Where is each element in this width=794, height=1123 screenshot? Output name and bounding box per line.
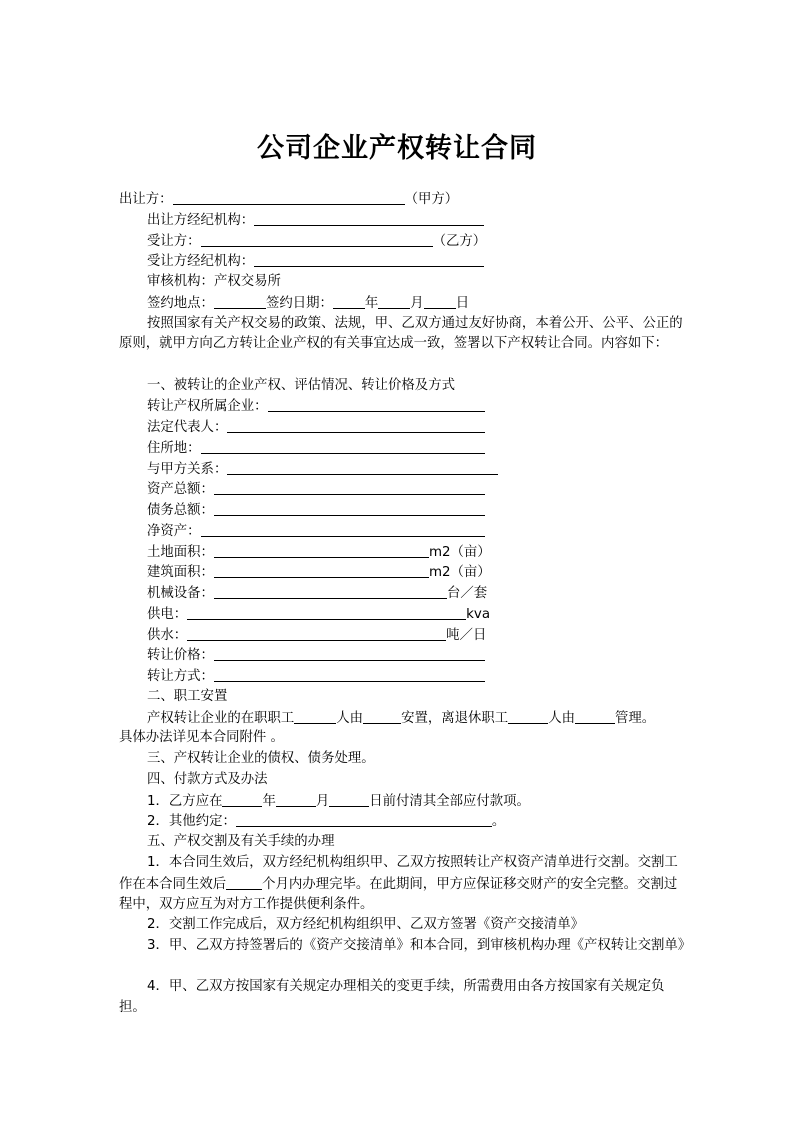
buyer-blank[interactable] — [201, 231, 433, 247]
field-enterprise-blank[interactable] — [268, 396, 485, 412]
seller-party-tag: （甲方） — [404, 192, 459, 207]
other-terms-label: 2．其他约定： — [147, 814, 236, 830]
field-legal-rep-blank[interactable] — [227, 417, 485, 433]
seller-agent-label: 出让方经纪机构： — [147, 212, 255, 228]
audit-line: 审核机构：产权交易所 — [147, 274, 281, 289]
field-method-label: 转让方式： — [147, 669, 214, 684]
payment-day-label: 日前付清其全部应付款项。 — [369, 793, 530, 809]
field-land-area-label: 土地面积： — [147, 544, 214, 560]
field-net-assets-blank[interactable] — [201, 521, 485, 537]
field-relation-blank[interactable] — [227, 459, 498, 475]
sign-line — [119, 293, 685, 314]
seller-agent-line — [119, 210, 685, 231]
buyer-label: 受让方： — [147, 233, 201, 249]
staff-label: 产权转让企业的在职职工 — [147, 710, 295, 726]
handover-clause-2: 2．交割工作完成后，双方经纪机构组织甲、乙双方签署《资产交接清单》 — [147, 916, 585, 932]
handover-clause-3: 3．甲、乙双方持签署后的《资产交接清单》和本合同，到审核机构办理《产权转让交割单》 — [147, 937, 692, 953]
field-enterprise-label: 转让产权所属企业： — [147, 399, 268, 415]
seller-line — [119, 189, 685, 210]
field-price-blank[interactable] — [214, 645, 485, 661]
field-price — [119, 645, 685, 666]
staff-by-label: 人由 — [336, 710, 364, 726]
field-power-blank[interactable] — [187, 604, 466, 620]
sign-month-blank[interactable] — [378, 293, 410, 309]
handover-months-blank[interactable] — [226, 874, 262, 890]
machinery-unit: 台／套 — [446, 586, 488, 601]
field-debts-label: 债务总额： — [147, 503, 214, 518]
manage-label: 管理。 — [614, 710, 656, 726]
month-label: 月 — [410, 295, 424, 311]
field-address — [119, 438, 685, 459]
staff-placement-line — [119, 708, 685, 729]
field-address-blank[interactable] — [201, 438, 485, 454]
field-address-label: 住所地： — [147, 440, 201, 456]
buyer-agent-line — [119, 251, 685, 272]
day-label: 日 — [455, 295, 470, 311]
power-unit: kva — [466, 606, 491, 622]
field-building-area — [119, 562, 685, 583]
retired-by-label: 人由 — [548, 710, 575, 726]
sign-year-blank[interactable] — [333, 293, 365, 309]
other-terms-line — [119, 811, 685, 832]
field-power — [119, 604, 685, 625]
section-1-heading: 一、被转让的企业产权、评估情况、转让价格及方式 — [147, 377, 455, 393]
handover-clause-1 — [119, 853, 685, 915]
field-net-assets — [119, 521, 685, 542]
water-unit: 吨／日 — [446, 627, 487, 643]
section-2-heading: 二、职工安置 — [147, 688, 228, 704]
other-terms-end: 。 — [491, 814, 506, 830]
payment-day-blank[interactable] — [329, 791, 369, 807]
buyer-agent-blank[interactable] — [254, 251, 484, 267]
other-terms-blank[interactable] — [236, 811, 492, 827]
retired-manager-blank[interactable] — [575, 708, 615, 724]
retired-count-blank[interactable] — [508, 708, 548, 724]
section-3-heading: 三、产权转让企业的债权、债务处理。 — [147, 751, 375, 766]
field-water — [119, 625, 685, 646]
field-debts — [119, 500, 685, 521]
payment-year-blank[interactable] — [222, 791, 262, 807]
field-price-label: 转让价格： — [147, 648, 214, 664]
seller-agent-blank[interactable] — [254, 210, 484, 226]
intro-paragraph: 按照国家有关产权交易的政策、法规，甲、乙双方通过友好协商，本着公开、公平、公正的原则，就甲方向乙方转让企业产权的有关事宜达成一致，签署以下产权转让合同。内容如下： — [119, 315, 683, 352]
field-legal-rep-label: 法定代表人： — [147, 420, 228, 435]
field-water-label: 供水： — [147, 627, 188, 643]
seller-label: 出让方： — [119, 192, 173, 207]
field-assets-blank[interactable] — [214, 479, 485, 495]
document-title: 公司企业产权转让合同 — [257, 133, 537, 164]
handover-1-text-b: 个月内办理完毕。在此期间，甲方应保证移交财产的安全完整。交割过程中，双方应互为对方工作提供便利条件。 — [119, 876, 678, 913]
sign-place-blank[interactable] — [214, 293, 266, 309]
buyer-agent-label: 受让方经纪机构： — [147, 254, 255, 270]
payment-deadline-line — [119, 791, 685, 812]
field-method-blank[interactable] — [214, 666, 485, 682]
field-net-assets-label: 净资产： — [147, 523, 201, 539]
payment-month-blank[interactable] — [276, 791, 316, 807]
field-building-area-blank[interactable] — [214, 562, 429, 578]
sign-place-label: 签约地点： — [147, 295, 214, 311]
seller-blank[interactable] — [173, 189, 405, 205]
staff-appendix-note: 具体办法详见本合同附件 。 — [119, 730, 284, 746]
section-5-heading: 五、产权交割及有关手续的办理 — [147, 834, 335, 849]
field-machinery — [119, 583, 685, 604]
staff-count-blank[interactable] — [294, 708, 336, 724]
field-machinery-label: 机械设备： — [147, 586, 214, 601]
field-machinery-blank[interactable] — [214, 583, 447, 599]
handover-clause-4: 4．甲、乙双方按国家有关规定办理相关的变更手续，所需费用由各方按国家有关规定负担。 — [119, 979, 665, 1015]
buyer-party-tag: （乙方） — [432, 233, 487, 249]
handover-1-text-a: 1．本合同生效后，双方经纪机构组织甲、乙双方按照转让产权资产清单进行交割。交割工作在本合同生效后 — [119, 854, 678, 892]
sign-date-label: 签约日期： — [265, 295, 333, 311]
payment-year-label: 年 — [262, 793, 276, 809]
field-building-area-label: 建筑面积： — [147, 565, 214, 581]
building-area-unit: m2（亩） — [428, 565, 491, 581]
sign-day-blank[interactable] — [424, 293, 456, 309]
buyer-line — [119, 231, 685, 252]
field-water-blank[interactable] — [187, 625, 446, 641]
field-relation-label: 与甲方关系： — [147, 461, 228, 477]
field-enterprise — [119, 396, 685, 417]
field-land-area-blank[interactable] — [214, 542, 429, 558]
field-land-area — [119, 542, 685, 563]
field-legal-rep — [119, 417, 685, 438]
land-area-unit: m2（亩） — [428, 544, 491, 560]
field-power-label: 供电： — [147, 606, 188, 622]
staff-placer-blank[interactable] — [363, 708, 401, 724]
field-assets-label: 资产总额： — [147, 482, 214, 498]
retired-label: 安置，离退休职工 — [401, 710, 509, 726]
payment-month-label: 月 — [315, 793, 330, 809]
field-method — [119, 666, 685, 687]
field-assets — [119, 479, 685, 500]
field-debts-blank[interactable] — [214, 500, 485, 516]
field-relation — [119, 459, 685, 480]
section-4-heading: 四、付款方式及办法 — [147, 771, 268, 787]
contract-body — [119, 189, 692, 1019]
payment-label: 1．乙方应在 — [147, 793, 223, 809]
year-label: 年 — [364, 295, 379, 311]
